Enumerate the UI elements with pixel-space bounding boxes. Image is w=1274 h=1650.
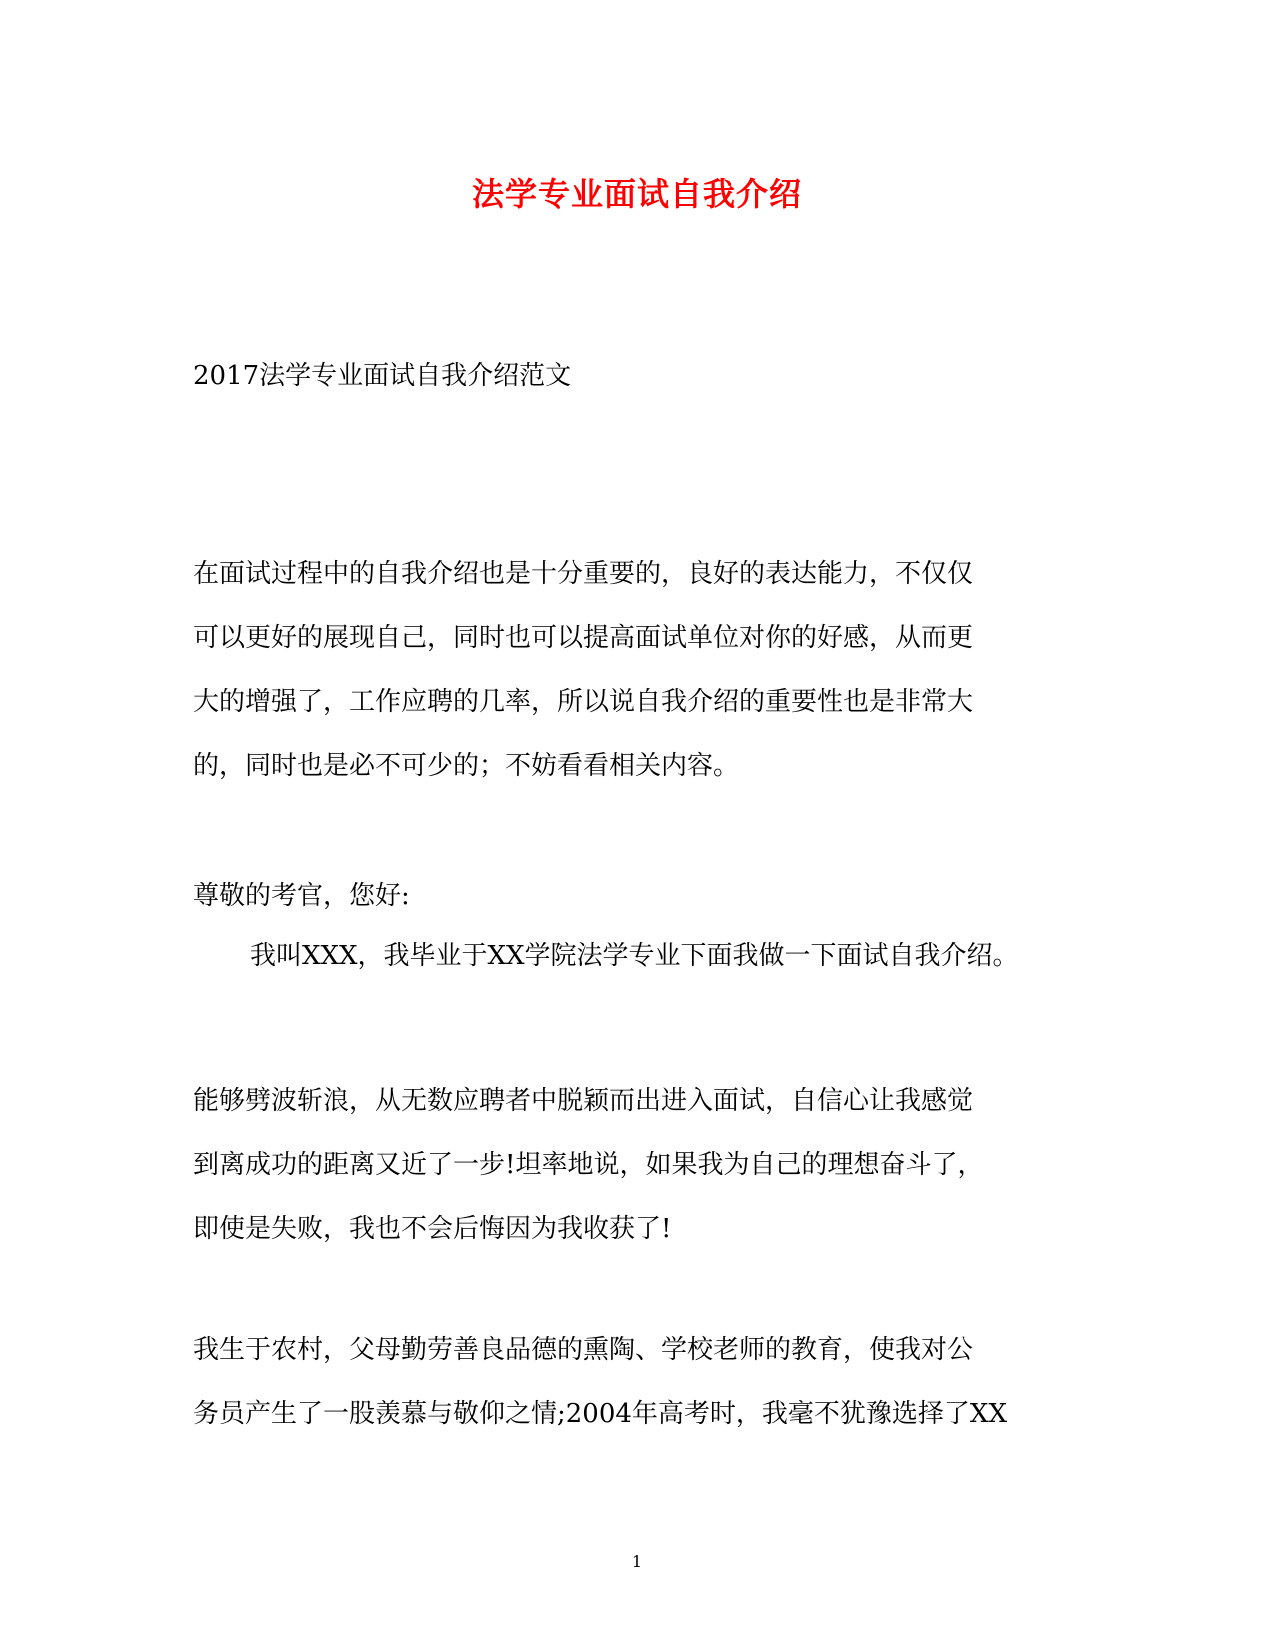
paragraph-line: 我生于农村，父母勤劳善良品德的熏陶、学校老师的教育，使我对公	[193, 1335, 974, 1365]
paragraph-greeting	[193, 878, 1078, 942]
paragraph-line: 在面试过程中的自我介绍也是十分重要的，良好的表达能力，不仅仅	[193, 559, 974, 589]
document-title: 法学专业面试自我介绍	[471, 175, 802, 213]
paragraph-line: 务员产生了一股羡慕与敬仰之情;2004年高考时，我毫不犹豫选择了XX	[193, 1399, 1007, 1429]
paragraph-line: 可以更好的展现自己，同时也可以提高面试单位对你的好感，从而更	[193, 623, 974, 653]
paragraph-line: 大的增强了，工作应聘的几率，所以说自我介绍的重要性也是非常大	[193, 687, 974, 717]
page-number: 1	[631, 1552, 643, 1571]
paragraph-confidence	[193, 1083, 1078, 1275]
paragraph-name	[250, 938, 1135, 1002]
paragraph-line: 到离成功的距离又近了一步!坦率地说，如果我为自己的理想奋斗了，	[193, 1150, 984, 1180]
paragraph-intro	[193, 556, 1078, 812]
document-subtitle: 2017法学专业面试自我介绍范文	[193, 361, 572, 391]
paragraph-line: 我叫XXX，我毕业于XX学院法学专业下面我做一下面试自我介绍。	[250, 941, 1019, 971]
paragraph-background	[193, 1332, 1078, 1460]
paragraph-line: 尊敬的考官，您好:	[193, 881, 410, 911]
paragraph-line: 能够劈波斩浪，从无数应聘者中脱颖而出进入面试，自信心让我感觉	[193, 1086, 974, 1116]
paragraph-line: 即使是失败，我也不会后悔因为我收获了!	[193, 1214, 672, 1244]
paragraph-line: 的，同时也是必不可少的；不妨看看相关内容。	[193, 751, 740, 781]
